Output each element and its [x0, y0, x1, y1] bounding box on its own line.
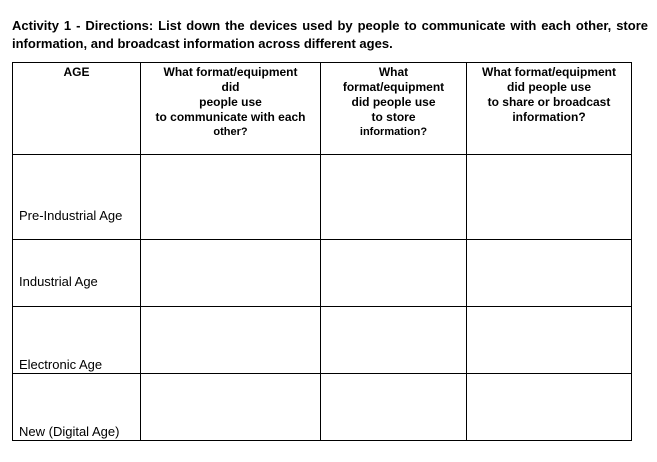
table-row: [13, 307, 632, 374]
age-cell: [13, 307, 141, 374]
age-label: Pre-Industrial Age: [19, 208, 123, 223]
header-communicate-line: other?: [213, 126, 248, 138]
header-store-line: did people use: [351, 95, 436, 109]
header-broadcast-line: information?: [512, 110, 586, 124]
header-store-line: What: [378, 65, 409, 79]
header-broadcast-line: to share or broadcast: [487, 95, 611, 109]
header-row: [13, 63, 632, 155]
header-communicate: [141, 63, 321, 155]
table-row: [13, 240, 632, 307]
header-communicate-line: to communicate with each: [155, 110, 306, 124]
answer-cell-broadcast[interactable]: [467, 155, 632, 240]
answer-cell-communicate[interactable]: [141, 155, 321, 240]
header-broadcast-line: did people use: [506, 80, 591, 94]
answer-cell-communicate[interactable]: [141, 374, 321, 441]
activity-directions: Activity 1 - Directions: List down the devices used by people to communicate with each other, store information, and broadcast information across different ages.: [12, 18, 648, 51]
answer-cell-store[interactable]: [321, 374, 467, 441]
answer-cell-broadcast[interactable]: [467, 374, 632, 441]
header-store-line: to store: [371, 110, 416, 124]
header-broadcast: [467, 63, 632, 155]
answer-cell-communicate[interactable]: [141, 240, 321, 307]
age-label: Industrial Age: [19, 274, 98, 289]
header-communicate-line: did: [221, 80, 240, 94]
answer-cell-store[interactable]: [321, 155, 467, 240]
answer-cell-communicate[interactable]: [141, 307, 321, 374]
header-age: [13, 63, 141, 155]
header-age-label: AGE: [63, 65, 90, 79]
answer-cell-broadcast[interactable]: [467, 240, 632, 307]
header-communicate-line: people use: [199, 95, 262, 109]
activity-table: [12, 62, 632, 441]
header-store: [321, 63, 467, 155]
answer-cell-store[interactable]: [321, 240, 467, 307]
age-label: New (Digital Age): [19, 424, 120, 439]
age-cell: [13, 374, 141, 441]
header-store-line: information?: [359, 126, 428, 138]
answer-cell-store[interactable]: [321, 307, 467, 374]
age-label: Electronic Age: [19, 357, 103, 372]
table-row: [13, 374, 632, 441]
header-communicate-line: What format/equipment: [163, 65, 298, 79]
header-store-line: format/equipment: [342, 80, 445, 94]
age-cell: [13, 240, 141, 307]
answer-cell-broadcast[interactable]: [467, 307, 632, 374]
age-cell: [13, 155, 141, 240]
table-row: [13, 155, 632, 240]
header-broadcast-line: What format/equipment: [482, 65, 616, 79]
